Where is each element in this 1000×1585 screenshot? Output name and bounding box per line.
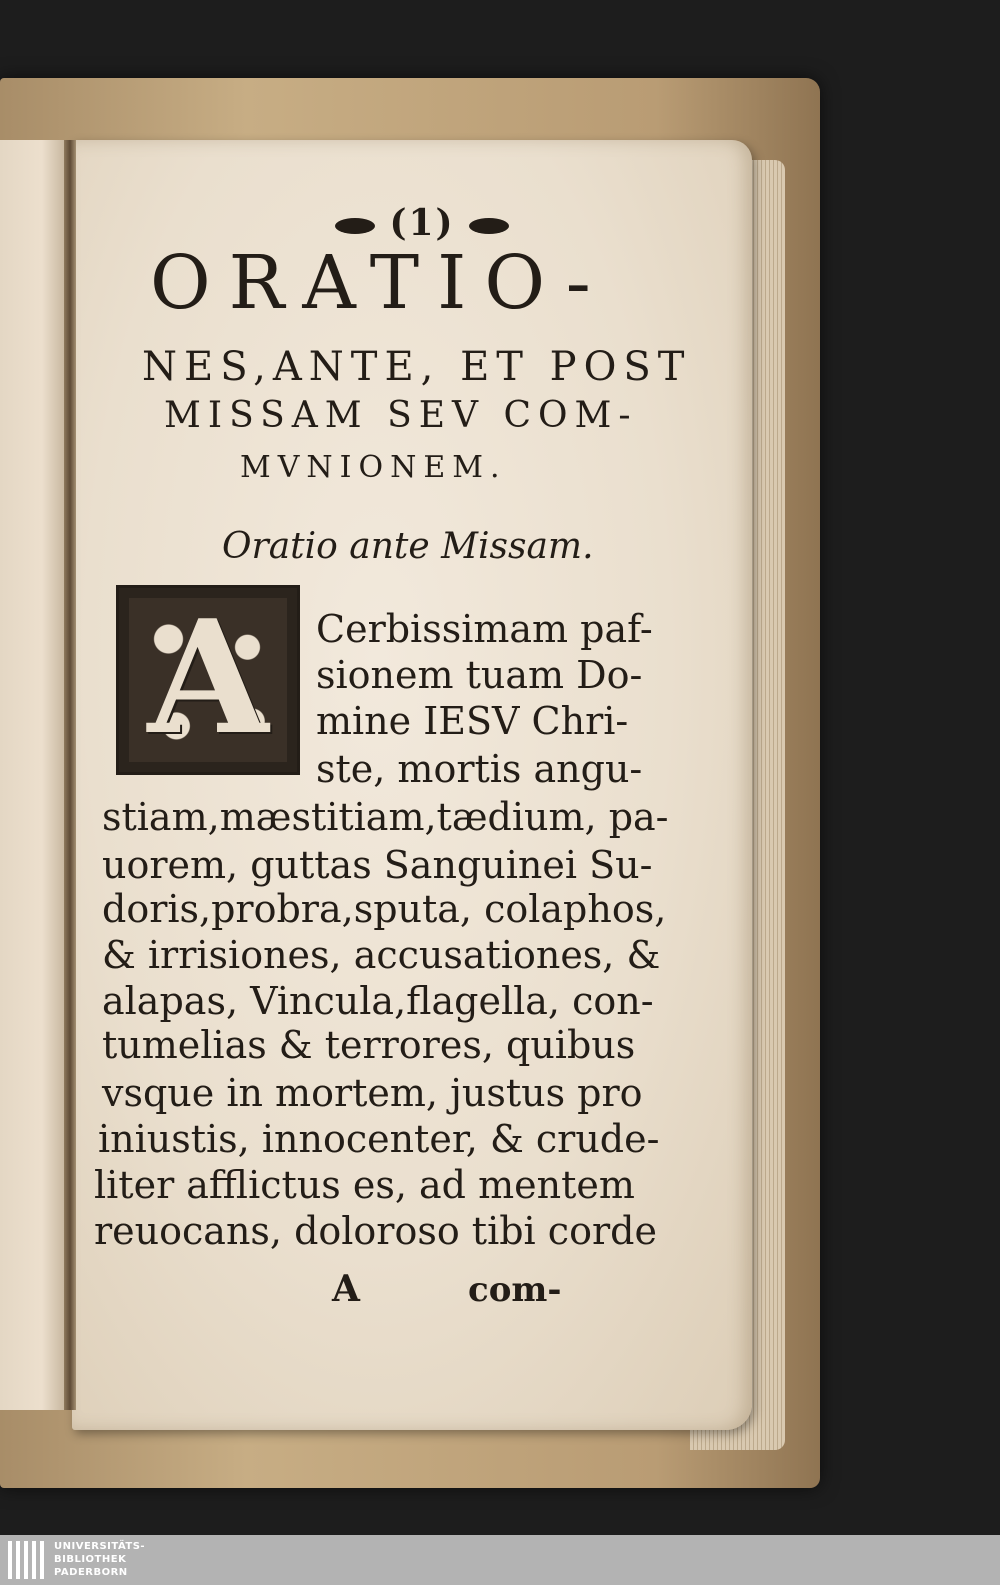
body-line: tumelias & terrores, quibus [102,1023,636,1067]
body-line: doris,probra,sputa, colaphos, [102,887,667,931]
body-line: ste, mortis angu- [316,747,643,791]
signature-mark: A [332,1268,360,1310]
title-line-3: MISSAM SEV COM- [164,395,638,436]
title-line-4: MVNIONEM. [240,450,507,485]
library-footer [0,1535,1000,1585]
section-subtitle: Oratio ante Missam. [222,526,594,567]
left-ornament-icon [335,218,375,234]
decorated-initial [116,585,300,775]
body-line: mine IESV Chri- [316,699,629,743]
book-page [72,140,752,1430]
body-line: reuocans, doloroso tibi corde [94,1209,657,1253]
right-ornament-icon [469,218,509,234]
library-logo-icon [8,1541,44,1579]
body-line: & irrisiones, accusationes, & [102,933,661,977]
body-line: alapas, Vincula,flagella, con- [102,979,654,1023]
library-name: UNIVERSITÄTS- BIBLIOTHEK PADERBORN [54,1541,146,1578]
catchword: com- [468,1270,562,1310]
left-page-edge [0,140,70,1410]
body-line: sionem tuam Do- [316,653,643,697]
page-number-text: (1) [389,202,455,244]
body-line: uorem, guttas Sanguinei Su- [102,843,653,887]
book-gutter [64,140,76,1410]
body-line: vsque in mortem, justus pro [102,1071,643,1115]
body-line: iniustis, innocenter, & crude- [98,1117,660,1161]
title-line-1: ORATIO- [150,240,609,326]
body-line: Cerbissimam paf- [316,607,653,651]
title-line-2: NES,ANTE, ET POST [142,344,692,390]
body-line: liter afflictus es, ad mentem [94,1163,635,1207]
page-number [312,202,532,244]
initial-letter: A [147,586,269,769]
body-line: stiam,mæstitiam,tædium, pa- [102,795,669,839]
